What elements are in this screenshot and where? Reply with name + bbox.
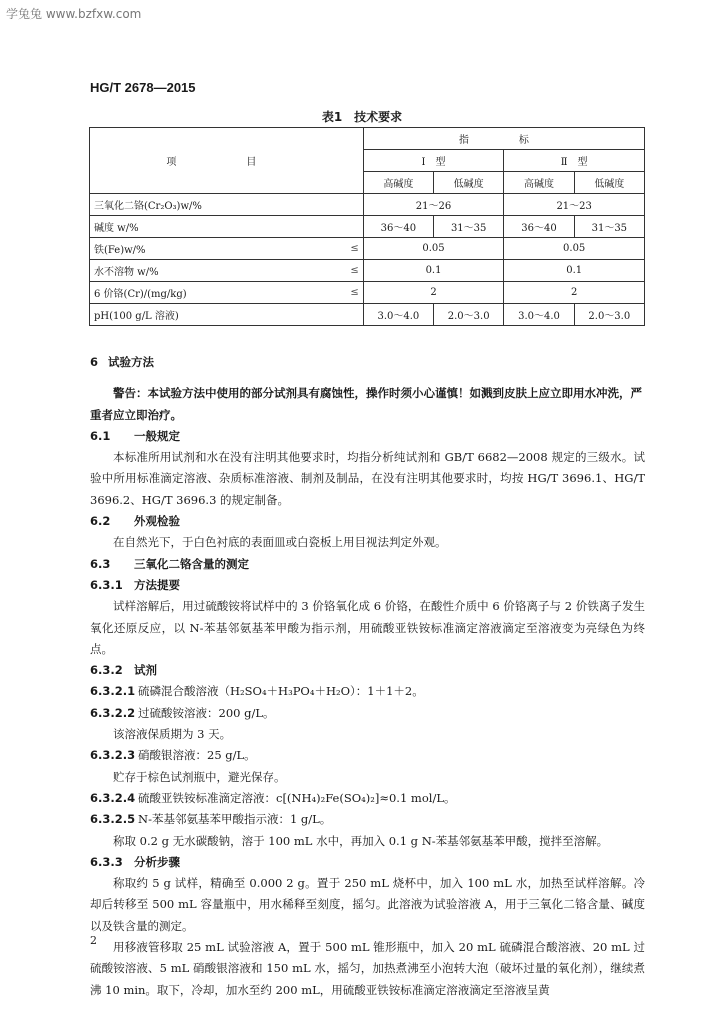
reagent-item: 6.3.2.3 硝酸银溶液：25 g/L。 xyxy=(90,748,256,763)
section-heading: 6.3.3 分析步骤 xyxy=(90,854,180,869)
row-limit-sign xyxy=(337,194,363,216)
row-value: 31～35 xyxy=(434,216,504,238)
row-value: 31～35 xyxy=(574,216,644,238)
standard-code: HG/T 2678—2015 xyxy=(90,80,196,95)
row-limit-sign: ≤ xyxy=(337,238,363,260)
row-value: 21～26 xyxy=(363,194,504,216)
row-value: 0.05 xyxy=(504,238,645,260)
table-title: 表1 技术要求 xyxy=(321,110,403,124)
row-value: 0.05 xyxy=(363,238,504,260)
row-limit-sign xyxy=(337,216,363,238)
paragraph: 本标准所用试剂和水在没有注明其他要求时，均指分析纯试剂和 GB/T 6682—2008 规定的三级水。试验中所用标准滴定溶液、杂质标准溶液、制剂及制品，在没有注明其他要求时，均按 HG/T 3696.1、HG/T 3696.2、HG/T 3696.3 的规定制备。 xyxy=(90,450,645,507)
row-label: 三氧化二铬(Cr₂O₃)w/% xyxy=(90,194,337,216)
reagent-item: 6.3.2.5 N-苯基邻氨基苯甲酸指示液：1 g/L。 xyxy=(90,812,332,827)
row-value: 21～23 xyxy=(504,194,645,216)
row-value: 2 xyxy=(363,282,504,304)
paragraph: 试样溶解后，用过硫酸铵将试样中的 3 价铬氧化成 6 价铬，在酸性介质中 6 价铬离子与 2 价铁离子发生氧化还原反应，以 N-苯基邻氨基苯甲酸为指示剂，用硫酸亚铁铵标准滴定溶液滴定至溶液变为亮绿色为终点。 xyxy=(90,599,645,656)
row-value: 3.0～4.0 xyxy=(363,304,433,326)
reagent-item: 6.3.2.1 硫磷混合酸溶液（H₂SO₄＋H₃PO₄＋H₂O）：1＋1＋2。 xyxy=(90,684,424,699)
row-label: pH(100 g/L 溶液) xyxy=(90,304,337,326)
document-body xyxy=(90,352,645,1001)
reagent-item: 6.3.2.2 过硫酸铵溶液：200 g/L。 xyxy=(90,705,275,720)
table-row xyxy=(90,238,645,260)
section-heading: 6.2 外观检验 xyxy=(90,514,180,529)
table-row xyxy=(90,194,645,216)
row-value: 2.0～3.0 xyxy=(434,304,504,326)
header-index-cell: 指 标 xyxy=(363,128,644,150)
row-limit-sign xyxy=(337,304,363,326)
technical-requirements-table xyxy=(89,127,645,326)
header-type1: Ⅰ 型 xyxy=(363,150,504,172)
paragraph: 该溶液保质期为 3 天。 xyxy=(113,727,232,742)
header-low-alkalinity: 低碱度 xyxy=(434,172,504,194)
header-high-alkalinity: 高碱度 xyxy=(363,172,433,194)
row-label: 碱度 w/% xyxy=(90,216,337,238)
header-low-alkalinity: 低碱度 xyxy=(574,172,644,194)
paragraph: 用移液管移取 25 mL 试验溶液 A，置于 500 mL 锥形瓶中，加入 20 mL 硫磷混合酸溶液、20 mL 过硫酸铵溶液、5 mL 硝酸银溶液和 150 mL 水，摇匀，加热煮沸至小泡转大泡（破坏过量的氧化剂），继续煮沸 10 min。取下，冷却，加水至约 200 mL，用硫酸亚铁铵标准滴定溶液滴定至溶液呈黄 xyxy=(90,940,645,997)
row-value: 36～40 xyxy=(504,216,574,238)
header-item-cell: 项 目 xyxy=(90,128,364,194)
paragraph: 称取 0.2 g 无水碳酸钠，溶于 100 mL 水中，再加入 0.1 g N-苯基邻氨基苯甲酸，搅拌至溶解。 xyxy=(113,833,609,848)
warning-paragraph: 警告：本试验方法中使用的部分试剂具有腐蚀性，操作时须小心谨慎！如溅到皮肤上应立即用水冲洗，严重者应立即治疗。 xyxy=(90,386,642,422)
row-value: 0.1 xyxy=(363,260,504,282)
section-heading: 6.3 三氧化二铬含量的测定 xyxy=(90,556,249,571)
table-row xyxy=(90,282,645,304)
row-value: 2 xyxy=(504,282,645,304)
row-value: 3.0～4.0 xyxy=(504,304,574,326)
section-heading: 6 试验方法 xyxy=(90,355,154,369)
paragraph: 贮存于棕色试剂瓶中，避光保存。 xyxy=(113,769,286,784)
watermark: 学兔兔 www.bzfxw.com xyxy=(6,7,142,21)
row-label: 铁(Fe)w/% xyxy=(90,238,337,260)
header-type2: Ⅱ 型 xyxy=(504,150,645,172)
table-row xyxy=(90,260,645,282)
reagent-item: 6.3.2.4 硫酸亚铁铵标准滴定溶液：c[(NH₄)₂Fe(SO₄)₂]≈0.1 mol/L。 xyxy=(90,790,456,805)
table-row xyxy=(90,304,645,326)
header-high-alkalinity: 高碱度 xyxy=(504,172,574,194)
table-row xyxy=(90,216,645,238)
row-value: 0.1 xyxy=(504,260,645,282)
paragraph: 在自然光下，于白色衬底的表面皿或白瓷板上用目视法判定外观。 xyxy=(113,535,447,550)
section-heading: 6.1 一般规定 xyxy=(90,428,180,443)
section-heading: 6.3.1 方法提要 xyxy=(90,577,180,592)
row-label: 水不溶物 w/% xyxy=(90,260,337,282)
row-limit-sign: ≤ xyxy=(337,282,363,304)
section-heading: 6.3.2 试剂 xyxy=(90,663,157,678)
row-value: 36～40 xyxy=(363,216,433,238)
paragraph: 称取约 5 g 试样，精确至 0.000 2 g。置于 250 mL 烧杯中，加入 100 mL 水，加热至试样溶解。冷却后转移至 500 mL 容量瓶中，用水稀释至刻度，摇匀。此溶液为试验溶液 A，用于三氧化二铬含量、碱度以及铁含量的测定。 xyxy=(90,876,645,933)
page-number: 2 xyxy=(90,934,97,947)
table-header-row xyxy=(90,128,645,150)
row-value: 2.0～3.0 xyxy=(574,304,644,326)
row-label: 6 价铬(Cr)/(mg/kg) xyxy=(90,282,337,304)
row-limit-sign: ≤ xyxy=(337,260,363,282)
